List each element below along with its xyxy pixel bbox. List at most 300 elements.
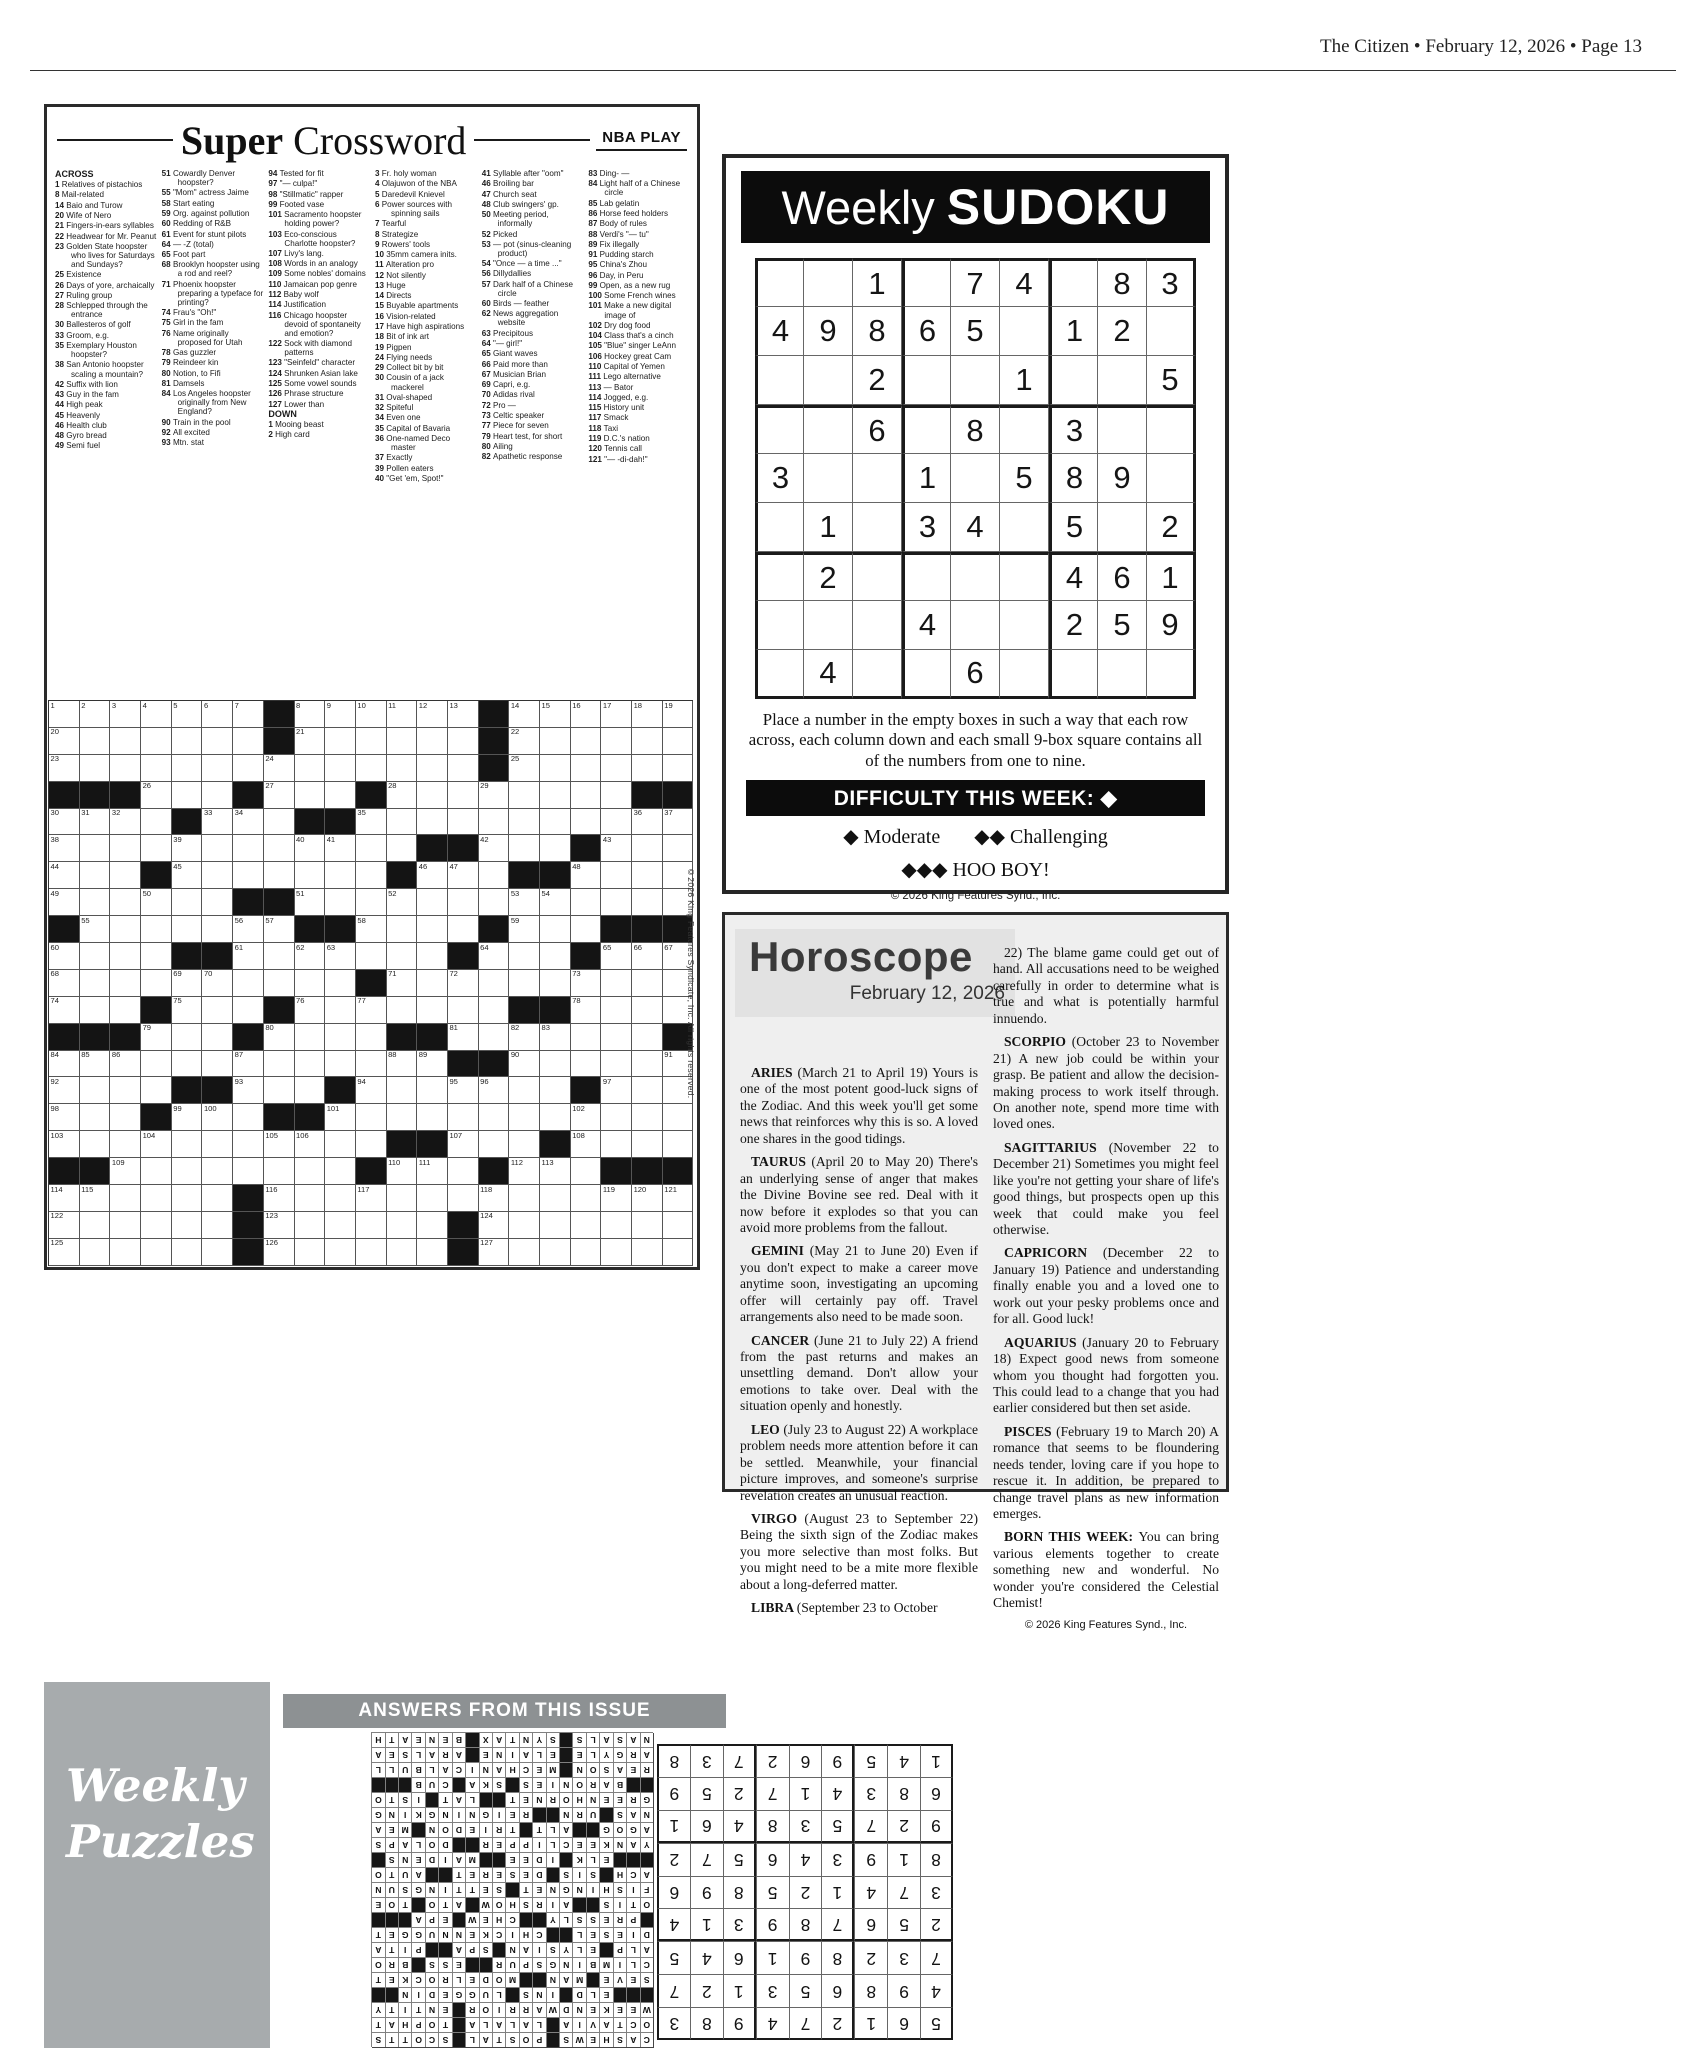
grid-cell [571, 889, 602, 916]
grid-cell [80, 809, 111, 836]
grid-cell: A [613, 1762, 626, 1777]
sudoku-cell: 7 [920, 1941, 953, 1974]
grid-cell: X [479, 1732, 492, 1747]
grid-cell [325, 701, 356, 728]
crossword-clue-columns [47, 165, 697, 701]
black-cell [479, 728, 510, 755]
grid-cell: K [479, 1777, 492, 1792]
grid-cell: N [519, 1732, 532, 1747]
grid-cell: O [425, 1897, 438, 1912]
clue-column [375, 169, 477, 701]
cell-number: 10 [357, 700, 366, 710]
grid-cell [295, 997, 326, 1024]
grid-cell: S [505, 1867, 518, 1882]
grid-cell [172, 970, 203, 997]
grid-cell: S [519, 1897, 532, 1912]
grid-cell [264, 943, 295, 970]
grid-cell: T [438, 1897, 451, 1912]
cell-number: 71 [388, 969, 397, 979]
cell-number: 21 [296, 727, 305, 737]
sudoku-empty-cell [1000, 503, 1049, 552]
grid-cell: A [559, 1972, 572, 1987]
clue: 81 Damsels [161, 378, 205, 388]
grid-cell: D [438, 1837, 451, 1852]
sudoku-cell: 2 [920, 1908, 953, 1941]
cell-number: 53 [510, 888, 520, 898]
sudoku-cell: 9 [789, 1941, 822, 1974]
grid-cell [80, 943, 111, 970]
crossword-title-crossword: Crossword [293, 117, 467, 163]
grid-cell [264, 755, 295, 782]
cell-number: 15 [541, 700, 550, 710]
clue: 16 Vision-related [375, 311, 436, 321]
grid-cell [295, 889, 326, 916]
sudoku-cell: 9 [1098, 454, 1147, 503]
black-cell [559, 1927, 572, 1942]
grid-cell [80, 1239, 111, 1266]
grid-cell [479, 1185, 510, 1212]
grid-cell [417, 1104, 448, 1131]
sudoku-cell: 6 [951, 650, 1000, 699]
sudoku-cell: 1 [821, 1876, 854, 1909]
cell-number: 43 [602, 834, 612, 844]
cell-number: 57 [265, 915, 274, 925]
grid-cell: A [519, 2017, 532, 2032]
cell-number: 100 [203, 1103, 217, 1113]
grid-cell [632, 1024, 663, 1051]
cell-number: 59 [510, 915, 520, 925]
sudoku-cell: 8 [657, 1744, 690, 1777]
grid-cell: E [599, 1972, 612, 1987]
sudoku-empty-cell [902, 258, 951, 307]
cell-number: 74 [50, 996, 59, 1006]
grid-cell [417, 862, 448, 889]
clue: 80 Ailing [481, 441, 513, 451]
grid-cell: G [559, 1882, 572, 1897]
grid-cell [202, 970, 233, 997]
clue: 30 Ballesteros of golf [55, 320, 131, 330]
horoscope-sign: LEO [751, 1421, 784, 1437]
sudoku-empty-cell [1000, 405, 1049, 454]
black-cell [172, 1077, 203, 1104]
black-cell [387, 862, 418, 889]
cell-number: 72 [449, 969, 458, 979]
grid-cell: A [492, 1762, 505, 1777]
grid-cell [448, 889, 479, 916]
cell-number: 56 [234, 915, 244, 925]
sudoku-cell: 5 [821, 1810, 854, 1843]
black-cell [632, 1158, 663, 1185]
grid-cell [417, 1239, 448, 1266]
cell-number: 51 [296, 888, 305, 898]
horoscope-sign: SAGITTARIUS [1004, 1139, 1109, 1155]
clue: 116 Chicago hoopster devoid of spontaneity and emotion? [268, 310, 361, 338]
grid-cell [202, 1212, 233, 1239]
grid-cell [356, 1239, 387, 1266]
black-cell [425, 1867, 438, 1882]
grid-cell [509, 1158, 540, 1185]
sudoku-cell: 6 [1098, 552, 1147, 601]
grid-cell: L [505, 2017, 518, 2032]
cell-number: 98 [50, 1103, 59, 1113]
cell-number: 69 [173, 969, 182, 979]
sudoku-cell: 2 [1147, 503, 1196, 552]
grid-cell [601, 889, 632, 916]
crossword-title-super: Super [180, 117, 284, 163]
grid-cell [571, 809, 602, 836]
black-cell [465, 1747, 478, 1762]
grid-cell [325, 835, 356, 862]
horoscope-section: ARIES (March 21 to April 19) Yours is one of the most potent good-luck signs of the Zodiac. And this week you'll get some news that reinforces why this is so. A loved one shares in the good tidings. [740, 1065, 979, 1146]
grid-cell [448, 1077, 479, 1104]
grid-cell: S [371, 1837, 384, 1852]
black-cell [599, 1807, 612, 1822]
sudoku-cell: 6 [902, 307, 951, 356]
cell-number: 7 [234, 700, 239, 710]
grid-cell [202, 1131, 233, 1158]
clue: 80 Notion, to Fifi [161, 368, 221, 378]
black-cell [546, 1807, 559, 1822]
sudoku-cell: 1 [756, 1941, 789, 1974]
black-cell [110, 1024, 141, 1051]
sudoku-cell: 4 [920, 1974, 953, 2007]
grid-cell: N [425, 1732, 438, 1747]
grid-cell [417, 1158, 448, 1185]
black-cell [264, 889, 295, 916]
sudoku-cell: 9 [804, 307, 853, 356]
black-cell [325, 809, 356, 836]
grid-cell: L [479, 2017, 492, 2032]
grid-cell: D [559, 2002, 572, 2017]
clue: 74 Frau's "Oh!" [161, 308, 217, 318]
crossword-title-row [57, 117, 687, 163]
clue: 90 Train in the pool [161, 417, 231, 427]
grid-cell [601, 755, 632, 782]
grid-cell [325, 755, 356, 782]
grid-cell: Y [532, 1732, 545, 1747]
grid-cell: N [398, 1987, 411, 2002]
grid-cell: Y [559, 1942, 572, 1957]
grid-cell [110, 1077, 141, 1104]
grid-cell [264, 862, 295, 889]
cell-number: 92 [50, 1076, 59, 1086]
grid-cell: L [532, 2017, 545, 2032]
grid-cell: A [626, 1807, 639, 1822]
weekly-puzzles-line2: Puzzles [66, 1815, 255, 1869]
grid-cell: R [546, 1792, 559, 1807]
grid-cell [202, 1024, 233, 1051]
grid-cell [110, 970, 141, 997]
grid-cell: E [599, 1912, 612, 1927]
black-cell [202, 1077, 233, 1104]
grid-cell: A [640, 1867, 653, 1882]
grid-cell [172, 755, 203, 782]
cell-number: 111 [418, 1157, 431, 1167]
clue: 110 Jamaican pop genre [268, 279, 357, 289]
sudoku-cell: 8 [1098, 258, 1147, 307]
grid-cell: E [438, 2002, 451, 2017]
grid-cell [356, 943, 387, 970]
grid-cell: A [452, 1792, 465, 1807]
sudoku-empty-cell [1147, 405, 1196, 454]
clue: 107 Livy's lang. [268, 248, 324, 258]
sudoku-empty-cell [804, 356, 853, 405]
black-cell [546, 2017, 559, 2032]
grid-cell: K [599, 2002, 612, 2017]
grid-cell [141, 1131, 172, 1158]
grid-cell: N [572, 1882, 585, 1897]
clue: 21 Fingers-in-ears syllables [55, 221, 154, 231]
cell-number: 47 [449, 861, 458, 871]
sudoku-empty-cell [755, 258, 804, 307]
grid-cell [509, 916, 540, 943]
grid-cell [264, 809, 295, 836]
grid-cell [601, 1024, 632, 1051]
grid-cell: A [559, 1897, 572, 1912]
grid-cell [540, 1212, 571, 1239]
grid-cell [632, 1131, 663, 1158]
cell-number: 114 [50, 1184, 63, 1194]
grid-cell: C [559, 1837, 572, 1852]
grid-cell: O [519, 2032, 532, 2047]
grid-cell [448, 755, 479, 782]
clue: 5 Daredevil Knievel [375, 189, 445, 199]
grid-cell [80, 1051, 111, 1078]
black-cell [172, 943, 203, 970]
grid-cell [540, 1185, 571, 1212]
grid-cell: N [398, 1852, 411, 1867]
black-cell [559, 1852, 572, 1867]
grid-cell: D [452, 1822, 465, 1837]
grid-cell [509, 1051, 540, 1078]
clue: 19 Pigpen [375, 342, 412, 352]
sudoku-cell: 2 [756, 1744, 789, 1777]
clue: 79 Heart test, for short [481, 431, 563, 441]
grid-cell: O [640, 1897, 653, 1912]
grid-cell [264, 1077, 295, 1104]
black-cell [571, 943, 602, 970]
grid-cell: S [640, 1972, 653, 1987]
grid-cell: T [519, 1882, 532, 1897]
sudoku-cell: 5 [1098, 601, 1147, 650]
black-cell [295, 1104, 326, 1131]
grid-cell [571, 1239, 602, 1266]
grid-cell: O [438, 1822, 451, 1837]
grid-cell: U [505, 1957, 518, 1972]
clue: 32 Spiteful [375, 403, 414, 413]
grid-cell [325, 782, 356, 809]
black-cell [80, 1024, 111, 1051]
grid-cell: S [559, 2032, 572, 2047]
grid-cell: N [438, 1807, 451, 1822]
cell-number: 9 [326, 700, 331, 710]
clue: 12 Not silently [375, 270, 426, 280]
cell-number: 3 [111, 700, 117, 710]
grid-cell [202, 916, 233, 943]
sudoku-cell: 1 [853, 258, 902, 307]
black-cell [371, 1987, 384, 2002]
sudoku-cell: 7 [723, 1744, 756, 1777]
clue: 72 Pro — [481, 400, 516, 410]
grid-cell [356, 889, 387, 916]
black-cell [492, 1852, 505, 1867]
grid-cell [632, 835, 663, 862]
grid-cell [387, 809, 418, 836]
grid-cell [540, 943, 571, 970]
grid-cell [141, 701, 172, 728]
black-cell [387, 1131, 418, 1158]
grid-cell [356, 1077, 387, 1104]
grid-cell: T [385, 1792, 398, 1807]
sudoku-empty-cell [951, 552, 1000, 601]
clue: 110 Capital of Yemen [588, 361, 665, 371]
black-cell [438, 1942, 451, 1957]
grid-cell [387, 1158, 418, 1185]
grid-cell [110, 1158, 141, 1185]
grid-cell [325, 728, 356, 755]
clue: 83 Ding- — [588, 169, 630, 178]
sudoku-cell: 4 [789, 1843, 822, 1876]
grid-cell [141, 1051, 172, 1078]
clue: 25 Existence [55, 270, 102, 280]
sudoku-empty-cell [755, 405, 804, 454]
grid-cell [632, 1104, 663, 1131]
grid-cell: O [371, 1792, 384, 1807]
grid-cell: A [626, 2032, 639, 2047]
grid-cell [601, 1212, 632, 1239]
grid-cell: D [479, 1972, 492, 1987]
grid-cell [509, 835, 540, 862]
grid-cell [110, 1104, 141, 1131]
grid-cell [172, 1131, 203, 1158]
grid-cell: E [532, 1882, 545, 1897]
grid-cell: T [398, 1897, 411, 1912]
crossword-answer-grid [372, 1733, 654, 2048]
black-cell [172, 809, 203, 836]
clue: 93 Mtn. stat [161, 438, 204, 448]
grid-cell [509, 1077, 540, 1104]
grid-cell [202, 997, 233, 1024]
sudoku-cell: 3 [789, 1810, 822, 1843]
sudoku-cell: 4 [657, 1908, 690, 1941]
cell-number: 109 [111, 1157, 125, 1167]
grid-cell: A [492, 1732, 505, 1747]
sudoku-cell: 6 [854, 1908, 887, 1941]
black-cell [387, 1024, 418, 1051]
horoscope-sign: CAPRICORN [1004, 1245, 1103, 1261]
clue: 15 Buyable apartments [375, 301, 459, 311]
grid-cell [233, 1131, 264, 1158]
cell-number: 65 [602, 942, 612, 952]
black-cell [492, 1792, 505, 1807]
grid-cell: P [505, 1837, 518, 1852]
grid-cell: N [505, 1942, 518, 1957]
black-cell [532, 1972, 545, 1987]
cell-number: 106 [296, 1130, 309, 1140]
black-cell [479, 1792, 492, 1807]
cell-number: 41 [326, 834, 336, 844]
sudoku-rating-line1 [726, 824, 1225, 849]
sudoku-empty-cell [1147, 307, 1196, 356]
clue: 10 35mm camera inits. [375, 250, 457, 260]
grid-cell [540, 1239, 571, 1266]
sudoku-empty-cell [1098, 405, 1147, 454]
sudoku-cell: 8 [951, 405, 1000, 454]
grid-cell [110, 1185, 141, 1212]
sudoku-cell: 2 [804, 552, 853, 601]
cell-number: 26 [142, 781, 152, 791]
grid-cell: S [425, 1957, 438, 1972]
grid-cell: I [586, 1882, 599, 1897]
black-cell [540, 997, 571, 1024]
grid-cell: A [599, 1732, 612, 1747]
clue-column [268, 169, 370, 701]
grid-cell [295, 1024, 326, 1051]
grid-cell: I [438, 1852, 451, 1867]
grid-cell: E [479, 1882, 492, 1897]
sudoku-cell: 2 [723, 1777, 756, 1810]
sudoku-cell: 6 [821, 1974, 854, 2007]
black-cell [626, 1852, 639, 1867]
grid-cell [601, 1051, 632, 1078]
sudoku-cell: 3 [657, 2007, 690, 2040]
grid-cell: O [371, 1867, 384, 1882]
grid-cell: L [532, 1747, 545, 1762]
grid-cell: A [371, 1822, 384, 1837]
horoscope-section: SAGITTARIUS (November 22 to December 21) Sometimes you might feel like you're not getting your share of life's good things, but prospects open up this week that could make you feel otherwise. [993, 1139, 1219, 1237]
grid-cell: I [398, 1807, 411, 1822]
clue: 51 Cowardly Denver hoopster? [161, 169, 236, 188]
grid-cell: I [492, 1807, 505, 1822]
horoscope-sign: SCORPIO [1004, 1034, 1072, 1050]
grid-cell [49, 889, 80, 916]
grid-cell: T [465, 1882, 478, 1897]
grid-cell [387, 916, 418, 943]
clue: 76 Name originally proposed for Utah [161, 328, 243, 347]
black-cell [398, 1912, 411, 1927]
clue: 127 Lower than [268, 399, 325, 409]
grid-cell: K [398, 1972, 411, 1987]
grid-cell [356, 701, 387, 728]
sudoku-cell: 2 [657, 1843, 690, 1876]
grid-cell: L [626, 1942, 639, 1957]
grid-cell: N [559, 1807, 572, 1822]
clue: 54 "Once — a time ..." [481, 259, 562, 269]
crossword-theme-title: NBA PLAY [596, 129, 687, 151]
grid-cell [479, 970, 510, 997]
cell-number: 120 [633, 1184, 647, 1194]
clue: 96 Day, in Peru [588, 270, 644, 280]
grid-cell [110, 1131, 141, 1158]
grid-cell: L [559, 1912, 572, 1927]
black-cell [505, 1987, 518, 2002]
horoscope-copyright: © 2026 King Features Synd., Inc. [1024, 1618, 1188, 1631]
grid-cell: A [452, 1852, 465, 1867]
grid-cell [325, 889, 356, 916]
sudoku-cell: 5 [1147, 356, 1196, 405]
sudoku-cell: 7 [756, 1777, 789, 1810]
grid-cell: F [640, 1882, 653, 1897]
grid-cell: G [411, 1927, 424, 1942]
black-cell [586, 1897, 599, 1912]
grid-cell [233, 943, 264, 970]
grid-cell [202, 728, 233, 755]
grid-cell: H [599, 1882, 612, 1897]
grid-cell [80, 835, 111, 862]
grid-cell: I [546, 1897, 559, 1912]
grid-cell [632, 1212, 663, 1239]
sudoku-empty-cell [853, 503, 902, 552]
